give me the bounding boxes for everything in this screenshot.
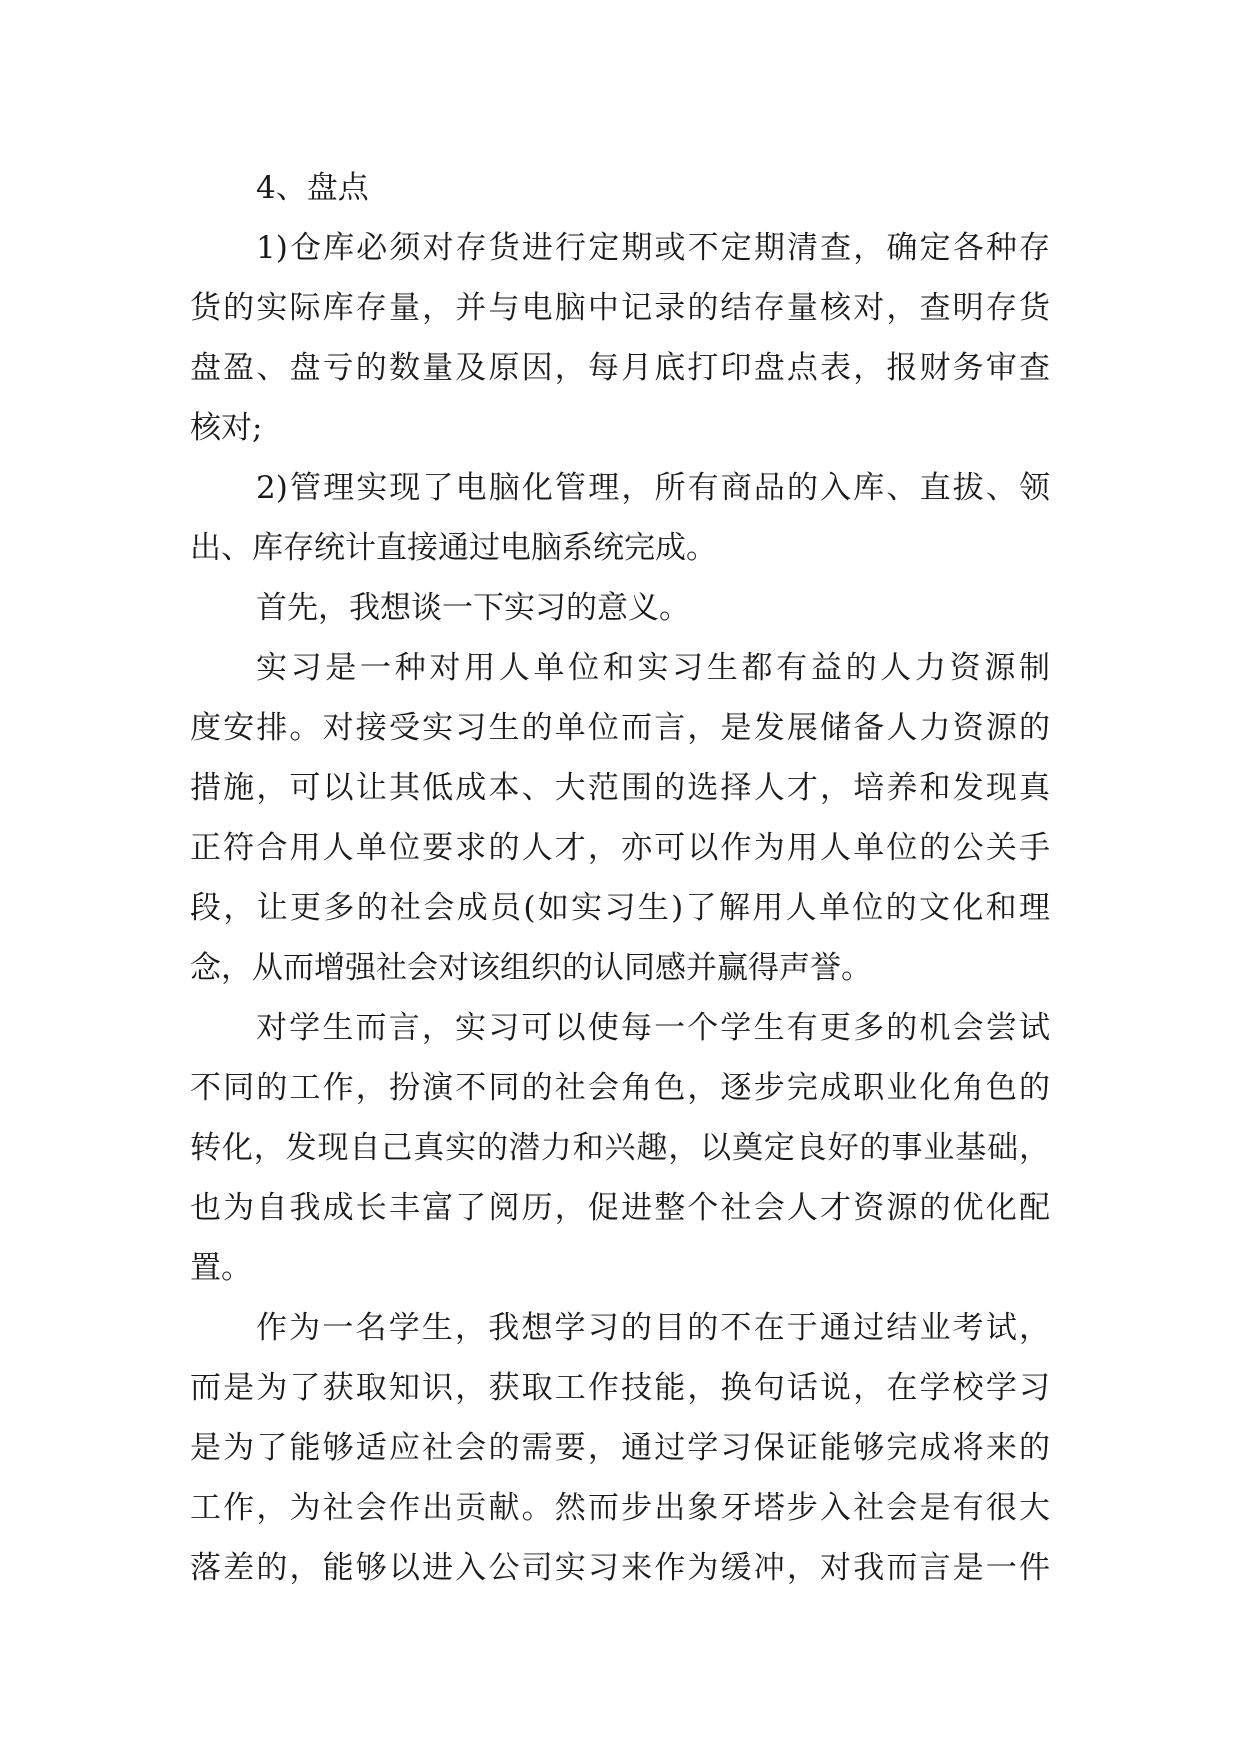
text-line: 念，从而增强社会对该组织的认同感并赢得声誉。 xyxy=(190,950,872,986)
text-line: 不同的工作，扮演不同的社会角色，逐步完成职业化角色的 xyxy=(190,1070,1050,1106)
text-line: 盘盈、盘亏的数量及原因，每月底打印盘点表，报财务审查 xyxy=(190,350,1050,386)
text-line: 是为了能够适应社会的需要，通过学习保证能够完成将来的 xyxy=(190,1430,1050,1466)
text-line: 工作，为社会作出贡献。然而步出象牙塔步入社会是有很大 xyxy=(190,1490,1050,1526)
text-line: 首先，我想谈一下实习的意义。 xyxy=(256,590,690,626)
text-line: 也为自我成长丰富了阅历，促进整个社会人才资源的优化配 xyxy=(190,1190,1050,1226)
text-line: 而是为了获取知识，获取工作技能，换句话说，在学校学习 xyxy=(190,1370,1050,1406)
document-body xyxy=(190,158,1050,1598)
text-line: 2)管理实现了电脑化管理，所有商品的入库、直拔、领 xyxy=(256,470,1050,506)
text-line: 出、库存统计直接通过电脑系统完成。 xyxy=(190,530,717,566)
text-line: 作为一名学生，我想学习的目的不在于通过结业考试， xyxy=(256,1310,1050,1346)
text-line: 货的实际库存量，并与电脑中记录的结存量核对，查明存货 xyxy=(190,290,1050,326)
text-line: 核对; xyxy=(190,410,263,446)
text-line: 段，让更多的社会成员(如实习生)了解用人单位的文化和理 xyxy=(190,890,1050,926)
text-line: 实习是一种对用人单位和实习生都有益的人力资源制 xyxy=(256,650,1050,686)
text-line: 度安排。对接受实习生的单位而言，是发展储备人力资源的 xyxy=(190,710,1050,746)
text-line: 1)仓库必须对存货进行定期或不定期清查，确定各种存 xyxy=(256,230,1050,266)
text-line: 转化，发现自己真实的潜力和兴趣，以奠定良好的事业基础， xyxy=(190,1130,1050,1166)
text-line: 落差的，能够以进入公司实习来作为缓冲，对我而言是一件 xyxy=(190,1550,1050,1586)
text-line: 正符合用人单位要求的人才，亦可以作为用人单位的公关手 xyxy=(190,830,1050,866)
text-line: 对学生而言，实习可以使每一个学生有更多的机会尝试 xyxy=(256,1010,1050,1046)
text-line: 置。 xyxy=(190,1250,252,1286)
text-line: 措施，可以让其低成本、大范围的选择人才，培养和发现真 xyxy=(190,770,1050,806)
text-line: 4、盘点 xyxy=(256,170,369,206)
